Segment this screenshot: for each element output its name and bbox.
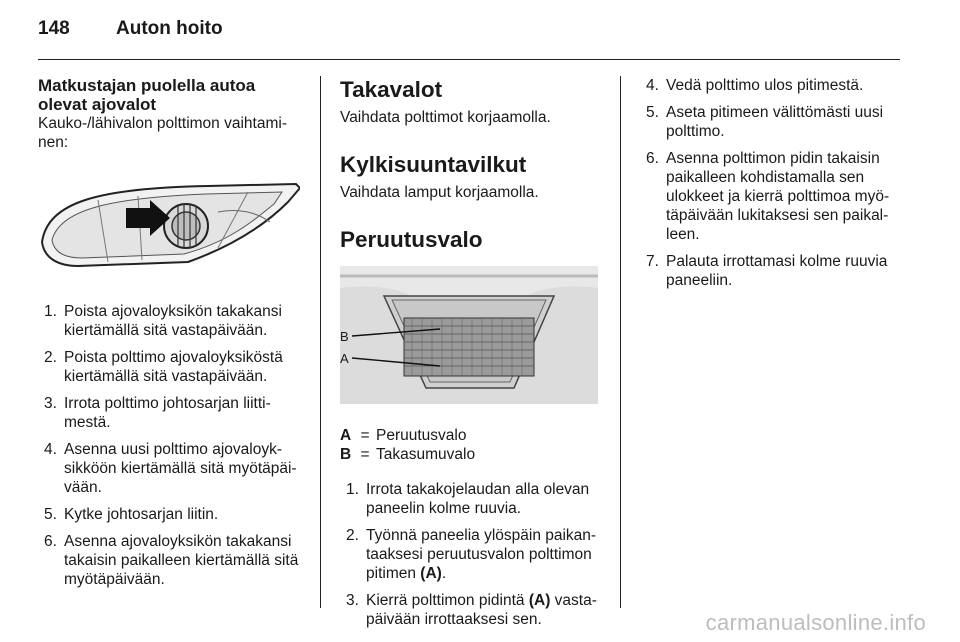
list-item: 6. Asenna polttimon pidin takaisin paikalleen kohdistamalla sen ulokkeet ja kierrä polttimoa myö-täpäivään lukitaksesi sen paikal-leen.: [646, 150, 890, 243]
page-title: Auton hoito: [116, 18, 223, 39]
headlight-steps-list: [38, 302, 306, 589]
figure-legend: [340, 426, 608, 464]
heading-takavalot: Takavalot: [340, 77, 443, 102]
list-item: 5. Kytke johtosarjan liitin.: [44, 506, 219, 523]
header-rule: [38, 59, 900, 60]
heading-kylkisuuntavilkut: Kylkisuuntavilkut: [340, 152, 527, 177]
list-item: 1. Poista ajovaloyksikön takakansi kiertämällä sitä vastapäivään.: [44, 303, 282, 339]
column-3: [640, 76, 902, 298]
list-item: 5. Aseta pitimeen välittömästi uusi polttimo.: [646, 104, 884, 140]
column-1: [38, 76, 306, 597]
figure-label-b: B: [340, 329, 349, 344]
list-item: 4. Asenna uusi polttimo ajovaloyk-sikköön kiertämällä sitä myötäpäi-vään.: [44, 441, 297, 496]
reverse-light-figure: [340, 266, 608, 406]
headlight-figure: [38, 182, 306, 272]
heading-peruutusvalo: Peruutusvalo: [340, 227, 483, 252]
legend-row: A = Peruutusvalo: [340, 427, 467, 444]
list-item: 2. Työnnä paneelia ylöspäin paikan-taaksesi peruutusvalon polttimon pitimen (A).: [346, 527, 597, 582]
column-divider-2: [620, 76, 621, 608]
column-divider-1: [320, 76, 321, 608]
text-takavalot: Vaihdata polttimot korjaamolla.: [340, 109, 551, 126]
list-item: 7. Palauta irrottamasi kolme ruuvia paneeliin.: [646, 253, 888, 289]
legend-row: B = Takasumuvalo: [340, 446, 476, 463]
reverse-light-steps-list: [340, 480, 608, 629]
list-item: 2. Poista polttimo ajovaloyksiköstä kiertämällä sitä vastapäivään.: [44, 349, 283, 385]
intro-text: Kauko-/lähivalon polttimon vaihtami-nen:: [38, 115, 287, 151]
list-item: 4. Vedä polttimo ulos pitimestä.: [646, 77, 864, 94]
section-subheading-headlights: Matkustajan puolella autoa olevat ajovalot: [38, 76, 256, 114]
column-2: [340, 76, 608, 637]
page-number: 148: [38, 18, 70, 39]
list-item: 1. Irrota takakojelaudan alla olevan paneelin kolme ruuvia.: [346, 481, 590, 517]
continued-steps-list: [640, 76, 902, 290]
figure-label-a: A: [340, 351, 349, 366]
page-header: [38, 18, 908, 48]
list-item: 3. Irrota polttimo johtosarjan liitti-mestä.: [44, 395, 271, 431]
watermark: carmanualsonline.info: [705, 610, 926, 635]
lamp-grid: [404, 318, 534, 376]
list-item: 6. Asenna ajovaloyksikön takakansi takaisin paikalleen kiertämällä sitä myötäpäivään.: [44, 533, 299, 588]
text-kylkisuuntavilkut: Vaihdata lamput korjaamolla.: [340, 184, 539, 201]
list-item: 3. Kierrä polttimon pidintä (A) vasta-päivään irrottaaksesi sen.: [346, 592, 597, 628]
